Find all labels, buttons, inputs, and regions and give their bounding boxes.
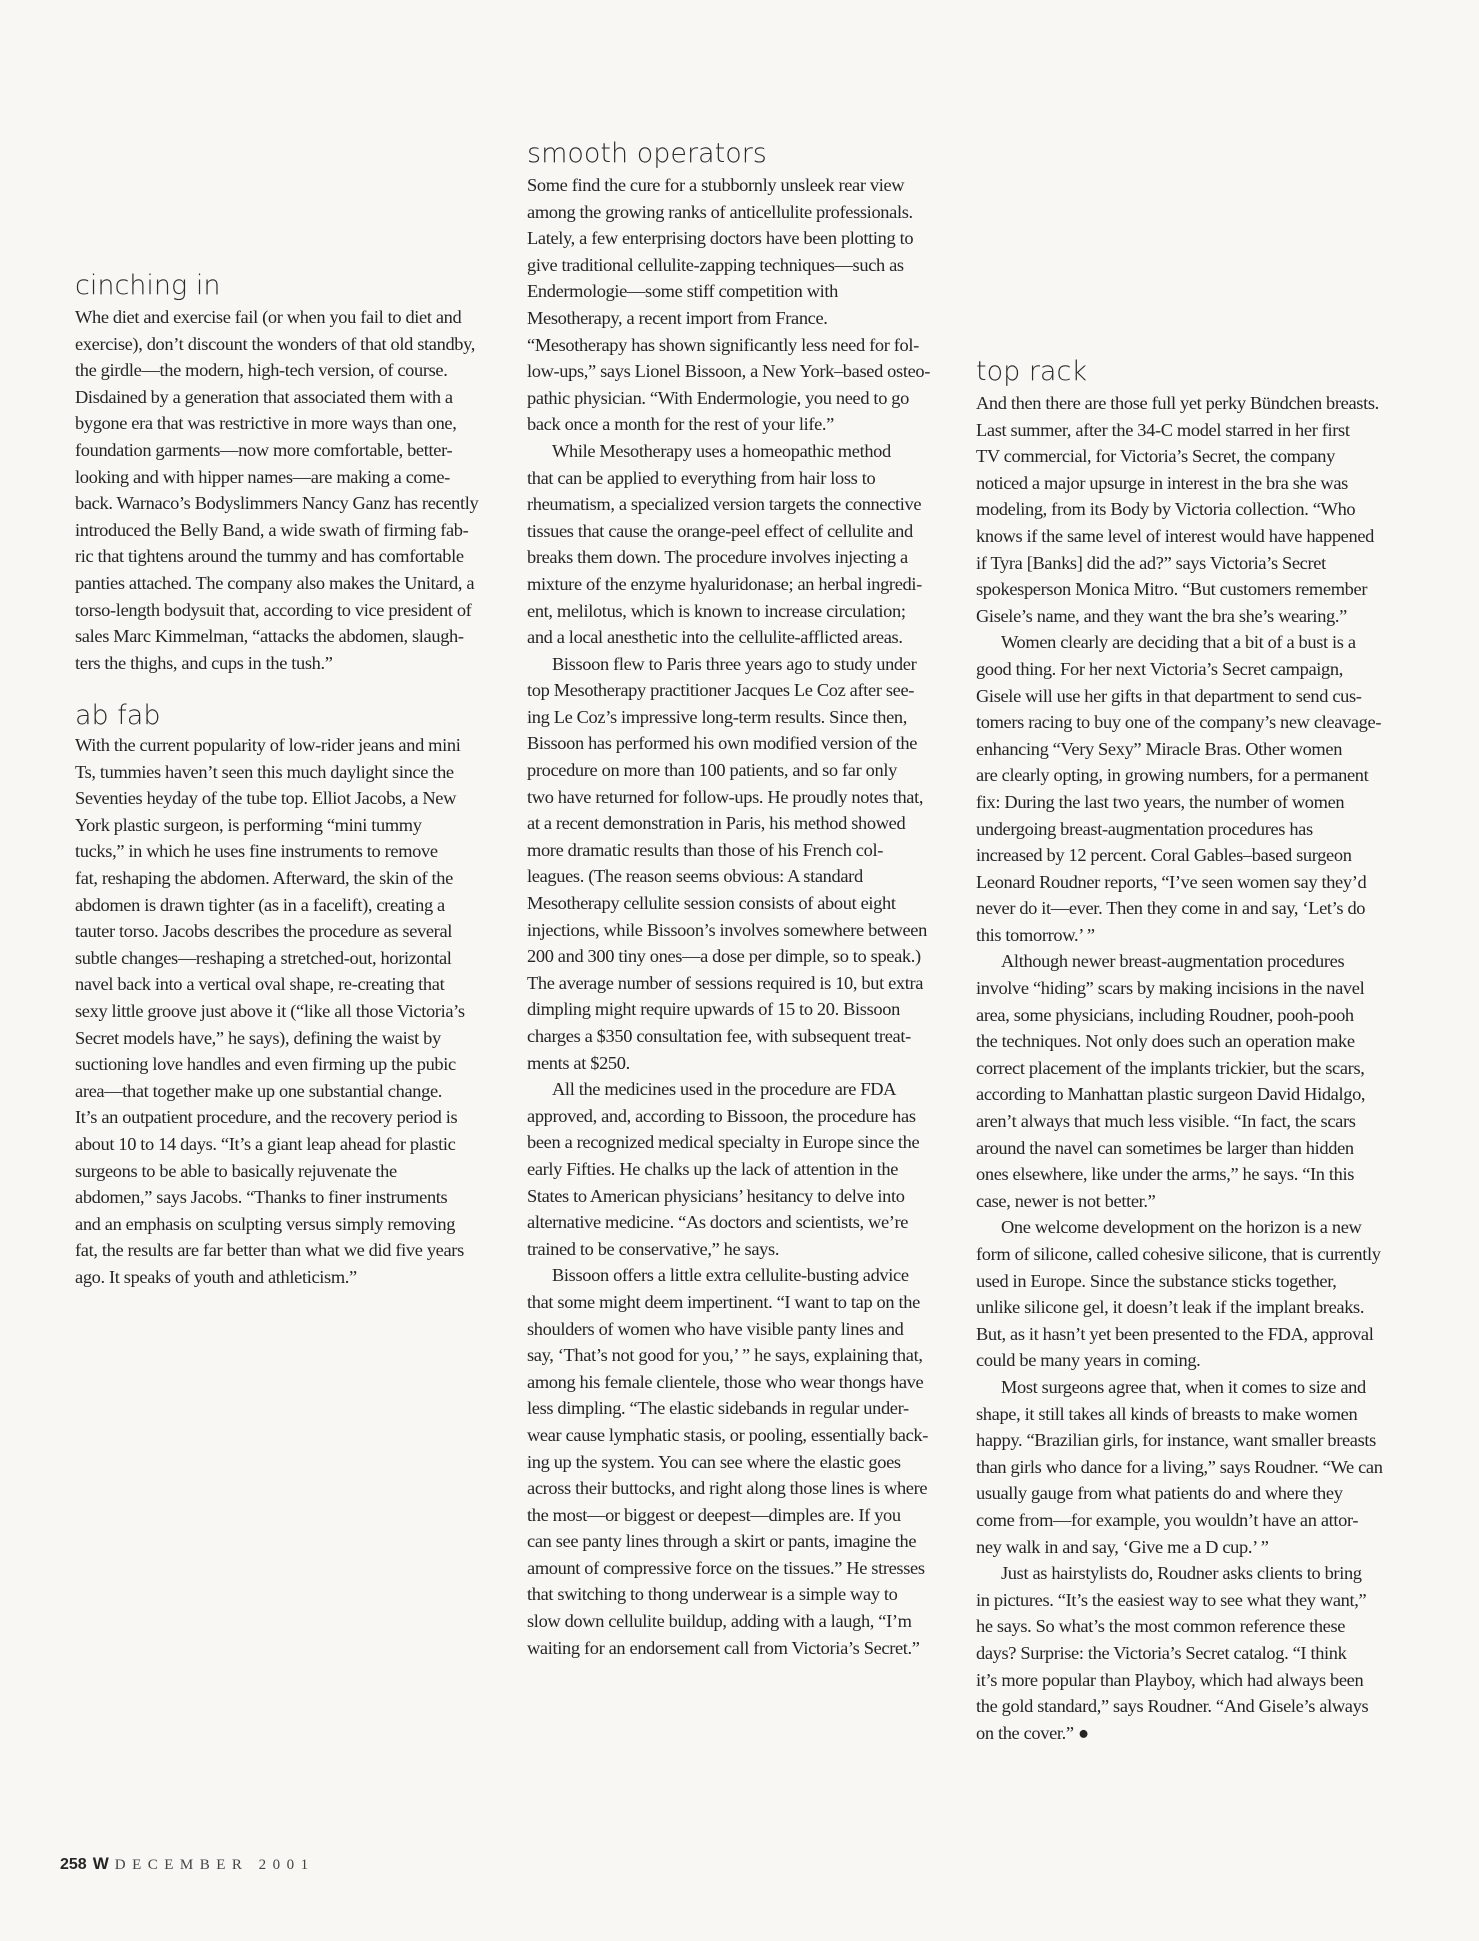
text-line: torso-length bodysuit that, according to vice president of xyxy=(75,599,472,620)
text-line: say, ‘That’s not good for you,’ ” he says, explaining that, xyxy=(527,1345,923,1366)
text-line: fat, the results are far better than what we did five years xyxy=(75,1240,464,1261)
text-line: Secret models have,” he says), defining the waist by xyxy=(75,1027,441,1048)
text-line: ing Le Coz’s impressive long-term results. Since then, xyxy=(527,706,908,727)
text-line: happy. “Brazilian girls, for instance, want smaller breasts xyxy=(976,1430,1376,1451)
text-line: it’s more popular than Playboy, which had always been xyxy=(976,1669,1364,1690)
text-line: trained to be conservative,” he says. xyxy=(527,1238,780,1259)
text-line: fix: During the last two years, the number of women xyxy=(976,791,1345,812)
text-line: low-ups,” says Lionel Bissoon, a New York–based osteo- xyxy=(527,361,931,382)
text-line: give traditional cellulite-zapping techniques—such as xyxy=(527,254,904,275)
text-line: ters the thighs, and cups in the tush.” xyxy=(75,652,333,673)
text-line: sexy little groove just above it (“like all those Victoria’s xyxy=(75,1000,465,1021)
text-line: he says. So what’s the most common reference these xyxy=(976,1616,1346,1637)
text-line: Last summer, after the 34-C model starred in her first xyxy=(976,419,1350,440)
text-line: exercise), don’t discount the wonders of that old standby, xyxy=(75,333,476,354)
text-line: Disdained by a generation that associated them with a xyxy=(75,386,453,407)
text-line: tomers racing to buy one of the company’s new cleavage- xyxy=(976,712,1382,733)
text-line: shoulders of women who have visible panty lines and xyxy=(527,1318,904,1339)
text-line: Gisele will use her gifts in that department to send cus- xyxy=(976,685,1362,706)
text-line: can see panty lines through a skirt or pants, imagine the xyxy=(527,1531,917,1552)
text-line: among his female clientele, those who wear thongs have xyxy=(527,1371,924,1392)
text-line: slow down cellulite buildup, adding with a laugh, “I’m xyxy=(527,1611,912,1632)
text-line: With the current popularity of low-rider jeans and mini xyxy=(75,735,461,755)
text-line: approved, and, according to Bissoon, the procedure has xyxy=(527,1105,916,1126)
text-line: back once a month for the rest of your life.” xyxy=(527,414,834,435)
text-line: that switching to thong underwear is a simple way to xyxy=(527,1584,898,1605)
text-line: ments at $250. xyxy=(527,1052,630,1073)
text-line: leagues. (The reason seems obvious: A standard xyxy=(527,866,863,887)
text-line: on the cover.” ● xyxy=(976,1722,1089,1743)
text-line: undergoing breast-augmentation procedures has xyxy=(976,818,1313,839)
text-line: about 10 to 14 days. “It’s a giant leap ahead for plastic xyxy=(75,1133,456,1154)
text-line: two have returned for follow-ups. He proudly notes that, xyxy=(527,786,924,807)
text-line: Bissoon has performed his own modified version of the xyxy=(527,733,918,754)
text-line: knows if the same level of interest would have happened xyxy=(976,525,1374,546)
text-line: bygone era that was restrictive in more ways than one, xyxy=(75,413,457,434)
text-line: While Mesotherapy uses a homeopathic method xyxy=(552,440,891,461)
text-line: TV commercial, for Victoria’s Secret, the company xyxy=(976,446,1335,467)
text-line: if Tyra [Banks] did the ad?” says Victoria’s Secret xyxy=(976,552,1326,573)
section-heading-ab-fab: ab fab xyxy=(75,700,161,731)
text-line: abdomen,” says Jacobs. “Thanks to finer instruments xyxy=(75,1187,448,1208)
text-line: wear cause lymphatic stasis, or pooling, essentially back- xyxy=(527,1424,929,1445)
text-line: spokesperson Monica Mitro. “But customers remember xyxy=(976,579,1368,600)
text-line: enhancing “Very Sexy” Miracle Bras. Other women xyxy=(976,738,1343,759)
text-line: used in Europe. Since the substance sticks together, xyxy=(976,1270,1337,1291)
text-line: that some might deem impertinent. “I want to tap on the xyxy=(527,1291,920,1312)
text-line: mixture of the enzyme hyaluridonase; an herbal ingredi- xyxy=(527,573,922,594)
text-line: form of silicone, called cohesive silicone, that is currently xyxy=(976,1244,1381,1264)
text-line: area, some physicians, including Roudner, pooh-pooh xyxy=(976,1004,1354,1025)
text-line: back. Warnaco’s Bodyslimmers Nancy Ganz has recently xyxy=(75,493,479,514)
page-footer xyxy=(60,1854,315,1874)
text-line: in pictures. “It’s the easiest way to see what they want,” xyxy=(976,1589,1367,1610)
text-line: sales Marc Kimmelman, “attacks the abdomen, slaugh- xyxy=(75,626,464,647)
text-line: than girls who dance for a living,” says Roudner. “We can xyxy=(976,1456,1383,1477)
text-line: the techniques. Not only does such an operation make xyxy=(976,1031,1355,1052)
text-line: according to Manhattan plastic surgeon David Hidalgo, xyxy=(976,1084,1366,1105)
text-line: Bissoon flew to Paris three years ago to study under xyxy=(552,653,917,674)
text-line: shape, it still takes all kinds of breasts to make women xyxy=(976,1403,1358,1424)
article-body-smooth-operators xyxy=(527,172,952,1661)
text-line: that can be applied to everything from hair loss to xyxy=(527,467,876,488)
text-line: days? Surprise: the Victoria’s Secret catalog. “I think xyxy=(976,1642,1347,1663)
text-line: and a local anesthetic into the cellulite-afflicted areas. xyxy=(527,627,903,648)
text-line: “Mesotherapy has shown significantly less need for fol- xyxy=(527,334,919,355)
text-line: involve “hiding” scars by making incisions in the navel xyxy=(976,978,1365,999)
text-line: correct placement of the implants trickier, but the scars, xyxy=(976,1057,1365,1078)
text-line: never do it—ever. Then they come in and say, ‘Let’s do xyxy=(976,898,1366,919)
text-line: noticed a major upsurge in interest in the bra she was xyxy=(976,472,1348,493)
text-line: case, newer is not better.” xyxy=(976,1190,1156,1211)
article-body-cinching-in xyxy=(75,304,500,676)
text-line: good thing. For her next Victoria’s Secret campaign, xyxy=(976,658,1343,679)
text-line: And then there are those full yet perky Bündchen breasts. xyxy=(976,393,1379,413)
text-line: Most surgeons agree that, when it comes to size and xyxy=(1001,1376,1366,1397)
text-line: Bissoon offers a little extra cellulite-busting advice xyxy=(552,1265,909,1286)
text-line: could be many years in coming. xyxy=(976,1350,1201,1371)
text-line: Mesotherapy, a recent import from France. xyxy=(527,307,828,328)
text-line: and an emphasis on sculpting versus simply removing xyxy=(75,1213,456,1234)
text-line: the gold standard,” says Roudner. “And Gisele’s always xyxy=(976,1696,1369,1717)
article-body-top-rack xyxy=(976,390,1406,1746)
text-line: top Mesotherapy practitioner Jacques Le Coz after see- xyxy=(527,680,915,701)
text-line: ago. It speaks of youth and athleticism.” xyxy=(75,1266,357,1287)
text-line: unlike silicone gel, it doesn’t leak if the implant breaks. xyxy=(976,1297,1365,1318)
text-line: abdomen is drawn tighter (as in a facelift), creating a xyxy=(75,894,445,915)
text-line: 200 and 300 tiny ones—a dose per dimple, so to speak.) xyxy=(527,946,921,967)
text-line: All the medicines used in the procedure are FDA xyxy=(552,1079,897,1100)
text-line: fat, reshaping the abdomen. Afterward, the skin of the xyxy=(75,867,453,888)
text-line: at a recent demonstration in Paris, his method showed xyxy=(527,813,906,834)
text-line: are clearly opting, in growing numbers, for a permanent xyxy=(976,765,1369,786)
text-line: States to American physicians’ hesitancy to delve into xyxy=(527,1185,905,1206)
text-line: Seventies heyday of the tube top. Elliot Jacobs, a New xyxy=(75,788,456,809)
text-line: increased by 12 percent. Coral Gables–based surgeon xyxy=(976,845,1352,866)
text-line: ing up the system. You can see where the elastic goes xyxy=(527,1451,901,1472)
text-line: Some find the cure for a stubbornly unsleek rear view xyxy=(527,175,905,195)
text-line: tissues that cause the orange-peel effect of cellulite and xyxy=(527,520,913,541)
text-line: Mesotherapy cellulite session consists of about eight xyxy=(527,893,896,914)
text-line: waiting for an endorsement call from Victoria’s Secret.” xyxy=(527,1637,920,1658)
text-line: foundation garments—now more comfortable, better- xyxy=(75,439,453,460)
text-line: It’s an outpatient procedure, and the recovery period is xyxy=(75,1107,458,1128)
text-line: surgeons to be able to basically rejuvenate the xyxy=(75,1160,397,1181)
text-line: Leonard Roudner reports, “I’ve seen women say they’d xyxy=(976,871,1367,892)
text-line: alternative medicine. “As doctors and scientists, we’re xyxy=(527,1212,909,1233)
text-line: early Fifties. He chalks up the lack of attention in the xyxy=(527,1158,899,1179)
text-line: Gisele’s name, and they want the bra she’s wearing.” xyxy=(976,605,1347,626)
text-line: ones elsewhere, like under the arms,” he says. “In this xyxy=(976,1164,1355,1185)
text-line: across their buttocks, and right along those lines is where xyxy=(527,1478,928,1499)
section-heading-smooth-operators: smooth operators xyxy=(527,138,767,169)
article-body-ab-fab xyxy=(75,732,500,1290)
text-line: amount of compressive force on the tissues.” He stresses xyxy=(527,1557,925,1578)
text-line: subtle changes—reshaping a stretched-out, horizontal xyxy=(75,947,452,968)
magazine-logo: W xyxy=(92,1854,109,1873)
text-line: injections, while Bissoon’s involves somewhere between xyxy=(527,919,927,940)
text-line: rheumatism, a specialized version targets the connective xyxy=(527,494,922,515)
text-line: area—that together make up one substantial change. xyxy=(75,1080,443,1101)
text-line: Lately, a few enterprising doctors have been plotting to xyxy=(527,228,914,249)
text-line: modeling, from its Body by Victoria collection. “Who xyxy=(976,499,1356,520)
text-line: ent, melilotus, which is known to increase circulation; xyxy=(527,600,906,621)
text-line: around the navel can sometimes be larger than hidden xyxy=(976,1137,1354,1158)
text-line: panties attached. The company also makes the Unitard, a xyxy=(75,572,475,593)
issue-date: DECEMBER 2001 xyxy=(114,1857,315,1873)
text-line: tauter torso. Jacobs describes the procedure as several xyxy=(75,921,453,942)
text-line: York plastic surgeon, is performing “mini tummy xyxy=(75,814,422,835)
text-line: Just as hairstylists do, Roudner asks clients to bring xyxy=(1001,1563,1362,1584)
section-heading-top-rack: top rack xyxy=(976,356,1087,387)
text-line: charges a $350 consultation fee, with subsequent treat- xyxy=(527,1026,911,1046)
text-line: navel back into a vertical oval shape, re-creating that xyxy=(75,974,445,995)
text-line: come from—for example, you wouldn’t have an attor- xyxy=(976,1509,1359,1530)
page-number: 258 xyxy=(60,1856,87,1873)
text-line: among the growing ranks of anticellulite professionals. xyxy=(527,201,913,222)
text-line: Although newer breast-augmentation procedures xyxy=(1001,951,1345,972)
text-line: the most—or biggest or deepest—dimples are. If you xyxy=(527,1504,901,1525)
text-line: ney walk in and say, ‘Give me a D cup.’ ” xyxy=(976,1536,1269,1557)
text-line: Women clearly are deciding that a bit of a bust is a xyxy=(1001,632,1356,653)
text-line: breaks them down. The procedure involves injecting a xyxy=(527,547,908,568)
text-line: usually gauge from what patients do and where they xyxy=(976,1483,1343,1504)
text-line: procedure on more than 100 patients, and so far only xyxy=(527,760,897,781)
text-line: One welcome development on the horizon is a new xyxy=(1001,1217,1362,1238)
text-line: looking and with hipper names—are making a come- xyxy=(75,466,450,487)
text-line: Ts, tummies haven’t seen this much daylight since the xyxy=(75,761,454,782)
text-line: Endermologie—some stiff competition with xyxy=(527,281,839,302)
text-line: less dimpling. “The elastic sidebands in regular under- xyxy=(527,1398,909,1419)
text-line: ric that tightens around the tummy and has comfortable xyxy=(75,546,464,567)
text-line: But, as it hasn’t yet been presented to the FDA, approval xyxy=(976,1323,1374,1344)
text-line: dimpling might require upwards of 15 to 20. Bissoon xyxy=(527,999,900,1020)
text-line: been a recognized medical specialty in Europe since the xyxy=(527,1132,920,1153)
text-line: The average number of sessions required is 10, but extra xyxy=(527,972,924,993)
section-heading-cinching-in: cinching in xyxy=(75,270,221,301)
text-line: tucks,” in which he uses fine instruments to remove xyxy=(75,841,438,862)
text-line: aren’t always that much less visible. “In fact, the scars xyxy=(976,1111,1356,1132)
text-line: this tomorrow.’ ” xyxy=(976,924,1095,945)
text-line: Whe diet and exercise fail (or when you fail to diet and xyxy=(75,307,462,327)
text-line: pathic physician. “With Endermologie, you need to go xyxy=(527,387,909,408)
text-line: the girdle—the modern, high-tech version, of course. xyxy=(75,360,448,381)
text-line: more dramatic results than those of his French col- xyxy=(527,839,883,860)
text-line: introduced the Belly Band, a wide swath of firming fab- xyxy=(75,519,469,540)
text-line: suctioning love handles and even firming up the pubic xyxy=(75,1054,456,1075)
